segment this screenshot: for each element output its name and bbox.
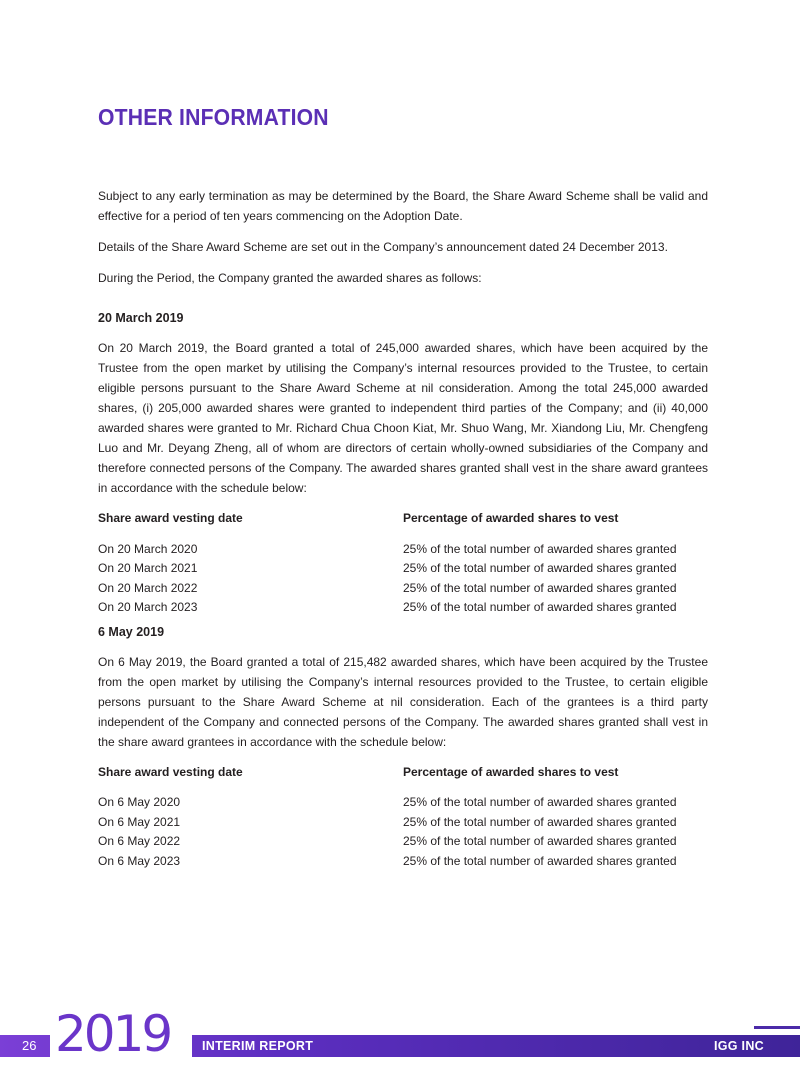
vesting-schedule-march [98, 509, 708, 618]
year-logo: 2019 [55, 1005, 171, 1063]
schedule-header [98, 509, 708, 529]
schedule-row [98, 559, 708, 579]
vesting-date: On 6 May 2022 [98, 834, 181, 848]
page-number: 26 [22, 1038, 37, 1053]
header-percentage: Percentage of awarded shares to vest [403, 511, 619, 525]
vesting-date: On 20 March 2022 [98, 580, 198, 595]
paragraph-granted: During the Period, the Company granted the awarded shares as follows: [98, 271, 482, 285]
grant-description-march: On 20 March 2019, the Board granted a total of 245,000 awarded shares, which have been acquired by the Trustee from the open market by utilising the Company’s internal resources provided to the Trustee, to certain eligible persons pursuant to the Share Award Scheme at nil consideration. Among the total 245,000 awarded shares, (i) 205,000 awarded shares were granted to independent third parties of the Company; and (ii) 40,000 awarded shares were granted to Mr. Richard Chua Choon Kiat, Mr. Shuo Wang, Mr. Xiandong Liu, Mr. Chengfeng Luo and Mr. Deyang Zheng, all of whom are directors of certain wholly-owned subsidiaries of the Company and therefore connected persons of the Company. The awarded shares granted shall vest in the share award grantees in accordance with the schedule below: [98, 341, 708, 495]
vesting-date: On 20 March 2020 [98, 541, 198, 556]
schedule-row [98, 540, 708, 560]
vesting-schedule-may [98, 763, 708, 872]
vesting-percentage: 25% of the total number of awarded shares granted [403, 541, 677, 556]
vesting-percentage: 25% of the total number of awarded shares granted [403, 834, 677, 848]
schedule-header [98, 763, 708, 783]
vesting-date: On 6 May 2020 [98, 795, 181, 809]
company-name: IGG INC [713, 1039, 764, 1053]
header-vesting-date: Share award vesting date [98, 764, 243, 779]
vesting-percentage: 25% of the total number of awarded shares granted [403, 853, 677, 868]
document-body [98, 186, 708, 871]
schedule-row [98, 598, 708, 618]
schedule-row [98, 832, 708, 852]
grant-title-may: 6 May 2019 [98, 624, 165, 639]
schedule-row [98, 813, 708, 833]
schedule-row [98, 793, 708, 813]
schedule-row [98, 579, 708, 599]
vesting-date: On 20 March 2023 [98, 600, 198, 614]
footer-accent-line [754, 1026, 800, 1029]
vesting-date: On 20 March 2021 [98, 561, 198, 575]
header-percentage: Percentage of awarded shares to vest [403, 764, 619, 779]
report-label: INTERIM REPORT [202, 1039, 314, 1053]
vesting-percentage: 25% of the total number of awarded shares granted [403, 814, 677, 829]
vesting-percentage: 25% of the total number of awarded shares granted [403, 580, 677, 595]
grant-title-march: 20 March 2019 [98, 311, 184, 325]
vesting-percentage: 25% of the total number of awarded shares granted [403, 561, 677, 575]
paragraph-validity: Subject to any early termination as may be determined by the Board, the Share Award Scheme shall be valid and effective for a period of ten years commencing on the Adoption Date. [98, 189, 708, 223]
vesting-date: On 6 May 2021 [98, 814, 181, 829]
header-vesting-date: Share award vesting date [98, 511, 243, 525]
vesting-date: On 6 May 2023 [98, 853, 181, 868]
vesting-percentage: 25% of the total number of awarded shares granted [403, 600, 677, 614]
grant-description-may: On 6 May 2019, the Board granted a total of 215,482 awarded shares, which have been acquired by the Trustee from the open market by utilising the Company’s internal resources provided to the Trustee, to certain eligible persons pursuant to the Share Award Scheme at nil consideration. Each of the grantees is a third party independent of the Company and connected persons of the Company. The awarded shares granted shall vest in the share award grantees in accordance with the schedule below: [98, 654, 708, 749]
schedule-row [98, 852, 708, 872]
vesting-percentage: 25% of the total number of awarded shares granted [403, 795, 677, 809]
page-heading: OTHER INFORMATION [98, 104, 329, 130]
paragraph-details: Details of the Share Award Scheme are set out in the Company’s announcement dated 24 December 2013. [98, 240, 668, 254]
